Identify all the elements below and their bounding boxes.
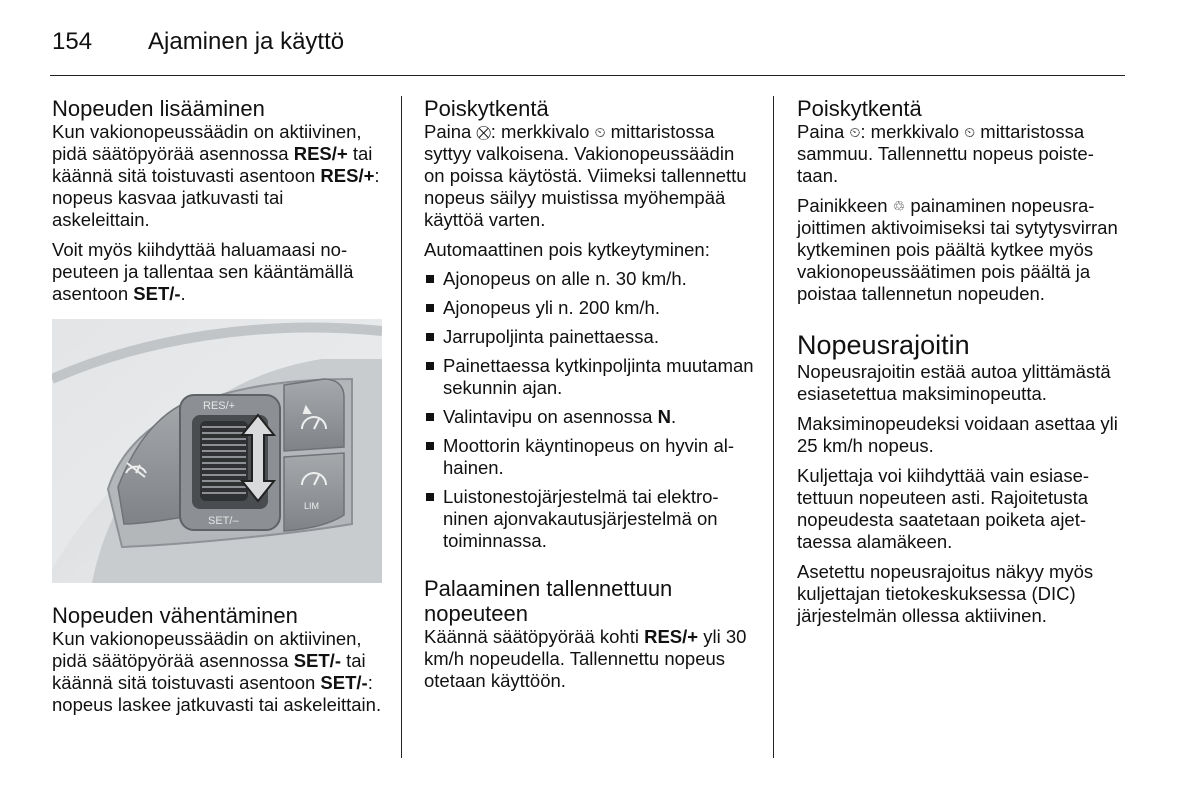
set-minus-label: SET/– <box>208 515 239 527</box>
text-run: : nopeus laskee jatkuvasti tai askeleittain. <box>52 672 382 715</box>
text-run: tai käännä sitä toistuvasti asentoon <box>52 143 373 186</box>
text-run: mittaristossa sammuu. Tallennettu nopeus poistetaan. <box>797 121 1094 186</box>
bold-control-label: SET/- <box>293 650 341 671</box>
cruise-control-lamp-icon: ⏲ <box>964 124 976 140</box>
cruise-cancel-icon: ⛒ <box>476 124 491 140</box>
paragraph-limiter-4: Asetettu nopeusrajoitus näkyy myös kuljettajan tietokeskuksessa (DIC) järjestelmän ollessa aktiivinen. <box>797 561 1094 626</box>
paragraph-limiter-2: Maksiminopeudeksi voidaan asettaa yli 25 km/h nopeus. <box>797 413 1118 456</box>
header-divider <box>50 75 1125 76</box>
text-run: Voit myös kiihdyttää haluamaasi nopeuteen ja tallentaa sen kääntämällä asentoon <box>52 239 354 304</box>
text-run: Paina <box>797 121 850 142</box>
thumbwheel <box>200 421 248 501</box>
text-run: mittaristossa syttyy valkoisena. Vakionopeussäädin on poissa käytöstä. Viimeksi tallennettu nopeus säilyy muistissa myöhempää käyttöä varten. <box>424 121 747 230</box>
paragraph-limiter-button <box>797 195 1127 305</box>
paragraph-limiter-3: Kuljettaja voi kiihdyttää vain esiasetettuun nopeuteen asti. Rajoitetusta nopeudesta saatetaan poiketa ajettaessa alamäkeen. <box>797 465 1090 552</box>
paragraph-automatic-off: Automaattinen pois kytkeytyminen: <box>424 239 710 260</box>
page-number: 154 <box>52 28 93 55</box>
bold-control-label: RES/+ <box>320 165 375 186</box>
list-item: Painettaessa kytkinpoljinta muutaman sekunnin ajan. <box>424 355 754 399</box>
cruise-control-lamp-icon: ⏲ <box>594 124 606 140</box>
text-run: : merkkivalo <box>490 121 595 142</box>
column-3 <box>797 96 1127 627</box>
paragraph-switch-off-2 <box>797 121 1127 187</box>
list-item: Moottorin käyntinopeus on hyvin alhainen. <box>424 435 754 479</box>
text-run: : nopeus kasvaa jatkuvasti tai askeleittain. <box>52 165 380 230</box>
section-heading-speed-limiter: Nopeusrajoitin <box>797 330 970 360</box>
paragraph-decrease-speed <box>52 628 382 716</box>
text-run: . <box>671 406 677 427</box>
section-heading-resume-speed: Palaaminen tallennettuun nopeuteen <box>424 576 673 626</box>
section-heading-increase-speed: Nopeuden lisääminen <box>52 96 265 121</box>
column-1 <box>52 96 382 716</box>
column-divider-2 <box>773 96 774 758</box>
cruise-control-lamp-icon: ⏲ <box>849 124 861 140</box>
text-run: Kun vakionopeussäädin on aktiivinen, pidä säätöpyörää asennossa <box>52 121 362 164</box>
steering-wheel-controls-illustration <box>52 319 382 583</box>
res-plus-label: RES/+ <box>203 400 236 412</box>
paragraph-increase-speed-1 <box>52 121 382 231</box>
text-run: . <box>180 283 186 304</box>
page-title: Ajaminen ja käyttö <box>148 28 345 55</box>
text-run: tai käännä sitä toistuvasti asentoon <box>52 650 366 693</box>
list-item: Ajonopeus yli n. 200 km/h. <box>424 297 754 319</box>
bold-control-label: SET/- <box>320 672 368 693</box>
text-run: yli 30 km/h nopeudella. Tallennettu nopeus otetaan käyttöön. <box>424 626 747 691</box>
text-run: Paina <box>424 121 477 142</box>
text-run: Valintavipu on asennossa <box>443 406 658 427</box>
bold-control-label: SET/- <box>133 283 181 304</box>
paragraph-limiter-1: Nopeusrajoitin estää autoa ylittämästä esiasetettua maksiminopeutta. <box>797 361 1111 404</box>
section-heading-switch-off: Poiskytkentä <box>424 96 549 121</box>
automatic-off-list <box>424 268 754 552</box>
paragraph-switch-off <box>424 121 754 231</box>
text-run: Painikkeen <box>797 195 893 216</box>
paragraph-increase-speed-2 <box>52 239 382 305</box>
speed-limiter-icon: ♲ <box>892 198 906 214</box>
column-divider-1 <box>401 96 402 758</box>
bold-control-label: RES/+ <box>644 626 699 647</box>
section-heading-switch-off-2: Poiskytkentä <box>797 96 922 121</box>
section-heading-decrease-speed: Nopeuden vähentäminen <box>52 603 298 628</box>
bold-control-label: N <box>657 406 671 427</box>
lim-label: LIM <box>304 501 320 511</box>
bold-control-label: RES/+ <box>293 143 348 164</box>
text-run: : merkkivalo <box>860 121 965 142</box>
column-2 <box>424 96 754 692</box>
text-run: Kun vakionopeussäädin on aktiivinen, pidä säätöpyörää asennossa <box>52 628 362 671</box>
text-run: painaminen nopeusrajoittimen aktivoimiseksi tai sytytysvirran kytkeminen pois päältä kytkee myös vakionopeussäätimen pois päältä ja poistaa tallennetun nopeuden. <box>797 195 1118 304</box>
list-item: Ajonopeus on alle n. 30 km/h. <box>424 268 754 290</box>
text-run: Käännä säätöpyörää kohti <box>424 626 645 647</box>
list-item: Luistonestojärjestelmä tai elektroninen ajonvakautusjärjestelmä on toiminnassa. <box>424 486 754 552</box>
paragraph-resume-speed <box>424 626 754 692</box>
list-item: Jarrupoljinta painettaessa. <box>424 326 754 348</box>
list-item <box>424 406 754 428</box>
